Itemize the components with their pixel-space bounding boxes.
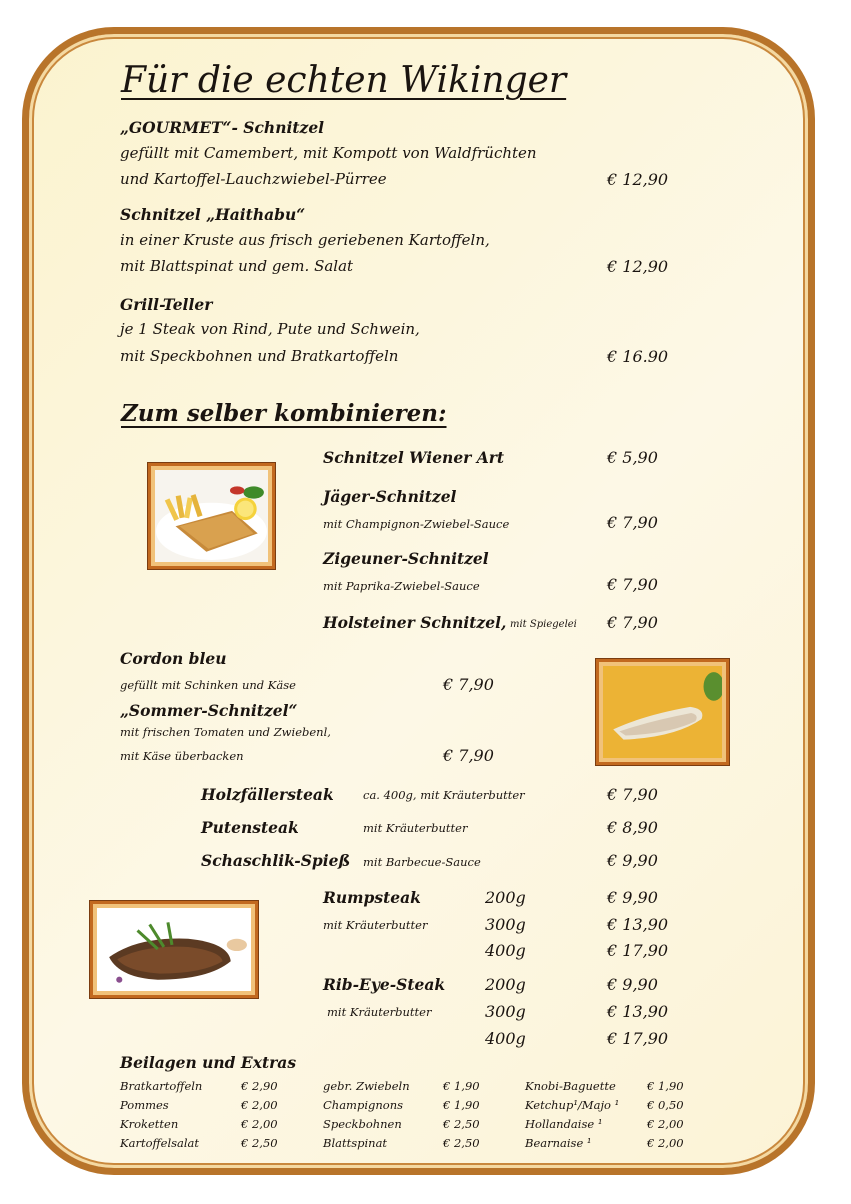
extras-item: Kroketten [120, 1117, 179, 1131]
extras-item: Hollandaise ¹ [525, 1117, 603, 1131]
ribeye-desc: mit Kräuterbutter [327, 1005, 432, 1019]
extras-item: Blattspinat [323, 1136, 388, 1150]
steak-holzfaeller-price: € 7,90 [607, 785, 658, 804]
item-gourmet-desc: und Kartoffel-Lauchzwiebel-Pürree [120, 170, 387, 188]
sommer-name: „Sommer-Schnitzel“ [120, 701, 298, 720]
steak-holzfaeller-desc: ca. 400g, mit Kräuterbutter [363, 788, 525, 802]
ribeye-price: € 9,90 [607, 975, 658, 994]
ribeye-size: 200g [485, 975, 526, 994]
extras-item: Bearnaise ¹ [525, 1136, 592, 1150]
item-grill-name: Grill-Teller [120, 295, 213, 314]
ribeye-size: 400g [485, 1029, 526, 1048]
steak-holzfaeller-name: Holzfällersteak [201, 785, 334, 804]
extras-item: gebr. Zwiebeln [323, 1079, 410, 1093]
steak-schaschlik-desc: mit Barbecue-Sauce [363, 855, 481, 869]
rumpsteak-price: € 9,90 [607, 888, 658, 907]
schnitzel-wiener-name: Schnitzel Wiener Art [323, 448, 505, 467]
schnitzel-jaeger-name: Jäger-Schnitzel [323, 487, 457, 506]
extras-price: € 1,90 [647, 1079, 684, 1093]
extras-price: € 1,90 [443, 1098, 480, 1112]
ribeye-price: € 13,90 [607, 1002, 669, 1021]
extras-price: € 0,50 [647, 1098, 684, 1112]
steak-schaschlik-name: Schaschlik-Spieß [201, 851, 351, 870]
item-haithabu-price: € 12,90 [607, 257, 669, 276]
schnitzel-zigeuner-name: Zigeuner-Schnitzel [323, 549, 489, 568]
page-title: Für die echten Wikinger [121, 60, 567, 101]
ribeye-name: Rib-Eye-Steak [323, 975, 446, 994]
item-haithabu-desc: mit Blattspinat und gem. Salat [120, 257, 354, 275]
rumpsteak-size: 400g [485, 941, 526, 960]
extras-item: Bratkartoffeln [120, 1079, 203, 1093]
item-gourmet-name: „GOURMET“- Schnitzel [120, 118, 325, 137]
steak-schaschlik-price: € 9,90 [607, 851, 658, 870]
sommer-desc: mit Käse überbacken [120, 749, 244, 763]
schnitzel-photo [148, 463, 275, 569]
ribeye-price: € 17,90 [607, 1029, 669, 1048]
steak-puten-desc: mit Kräuterbutter [363, 821, 468, 835]
menu-frame [22, 27, 815, 1175]
item-grill-desc: je 1 Steak von Rind, Pute und Schwein, [120, 320, 420, 338]
extras-item: Speckbohnen [323, 1117, 402, 1131]
sommer-price: € 7,90 [443, 746, 494, 765]
item-grill-price: € 16.90 [607, 347, 669, 366]
item-grill-desc: mit Speckbohnen und Bratkartoffeln [120, 347, 399, 365]
extras-item: Champignons [323, 1098, 404, 1112]
extras-price: € 2,90 [241, 1079, 278, 1093]
item-gourmet-price: € 12,90 [607, 170, 669, 189]
item-haithabu-name: Schnitzel „Haithabu“ [120, 205, 306, 224]
extras-price: € 2,50 [241, 1136, 278, 1150]
sommer-desc: mit frischen Tomaten und Zwiebenl, [120, 725, 331, 739]
rumpsteak-size: 300g [485, 915, 526, 934]
cordon-desc: gefüllt mit Schinken und Käse [120, 678, 296, 692]
extras-item: Knobi-Baguette [525, 1079, 616, 1093]
rumpsteak-size: 200g [485, 888, 526, 907]
extras-price: € 2,50 [443, 1117, 480, 1131]
rumpsteak-name: Rumpsteak [323, 888, 421, 907]
item-gourmet-desc: gefüllt mit Camembert, mit Kompott von Waldfrüchten [120, 144, 537, 162]
schnitzel-zigeuner-desc: mit Paprika-Zwiebel-Sauce [323, 579, 480, 593]
steak-photo [90, 901, 258, 998]
extras-price: € 2,00 [241, 1117, 278, 1131]
extras-price: € 2,00 [647, 1136, 684, 1150]
section-title: Zum selber kombinieren: [121, 400, 447, 427]
extras-title: Beilagen und Extras [120, 1053, 297, 1072]
cordon-name: Cordon bleu [120, 649, 227, 668]
extras-item: Pommes [120, 1098, 169, 1112]
extras-item: Ketchup¹/Majo ¹ [525, 1098, 620, 1112]
schnitzel-holsteiner-name: Holsteiner Schnitzel, [323, 613, 507, 632]
rumpsteak-price: € 17,90 [607, 941, 669, 960]
schnitzel-holsteiner-price: € 7,90 [607, 613, 658, 632]
schnitzel-zigeuner-price: € 7,90 [607, 575, 658, 594]
rumpsteak-desc: mit Kräuterbutter [323, 918, 428, 932]
extras-price: € 2,00 [241, 1098, 278, 1112]
cordon-price: € 7,90 [443, 675, 494, 694]
extras-price: € 1,90 [443, 1079, 480, 1093]
schnitzel-wiener-price: € 5,90 [607, 448, 658, 467]
extras-price: € 2,50 [443, 1136, 480, 1150]
steak-puten-name: Putensteak [201, 818, 299, 837]
schnitzel-holsteiner-desc: mit Spiegelei [510, 619, 577, 630]
item-haithabu-desc: in einer Kruste aus frisch geriebenen Kartoffeln, [120, 231, 490, 249]
schnitzel-jaeger-desc: mit Champignon-Zwiebel-Sauce [323, 517, 510, 531]
ribeye-size: 300g [485, 1002, 526, 1021]
rumpsteak-price: € 13,90 [607, 915, 669, 934]
cordon-bleu-photo [596, 659, 729, 765]
schnitzel-jaeger-price: € 7,90 [607, 513, 658, 532]
extras-item: Kartoffelsalat [120, 1136, 200, 1150]
extras-price: € 2,00 [647, 1117, 684, 1131]
steak-puten-price: € 8,90 [607, 818, 658, 837]
